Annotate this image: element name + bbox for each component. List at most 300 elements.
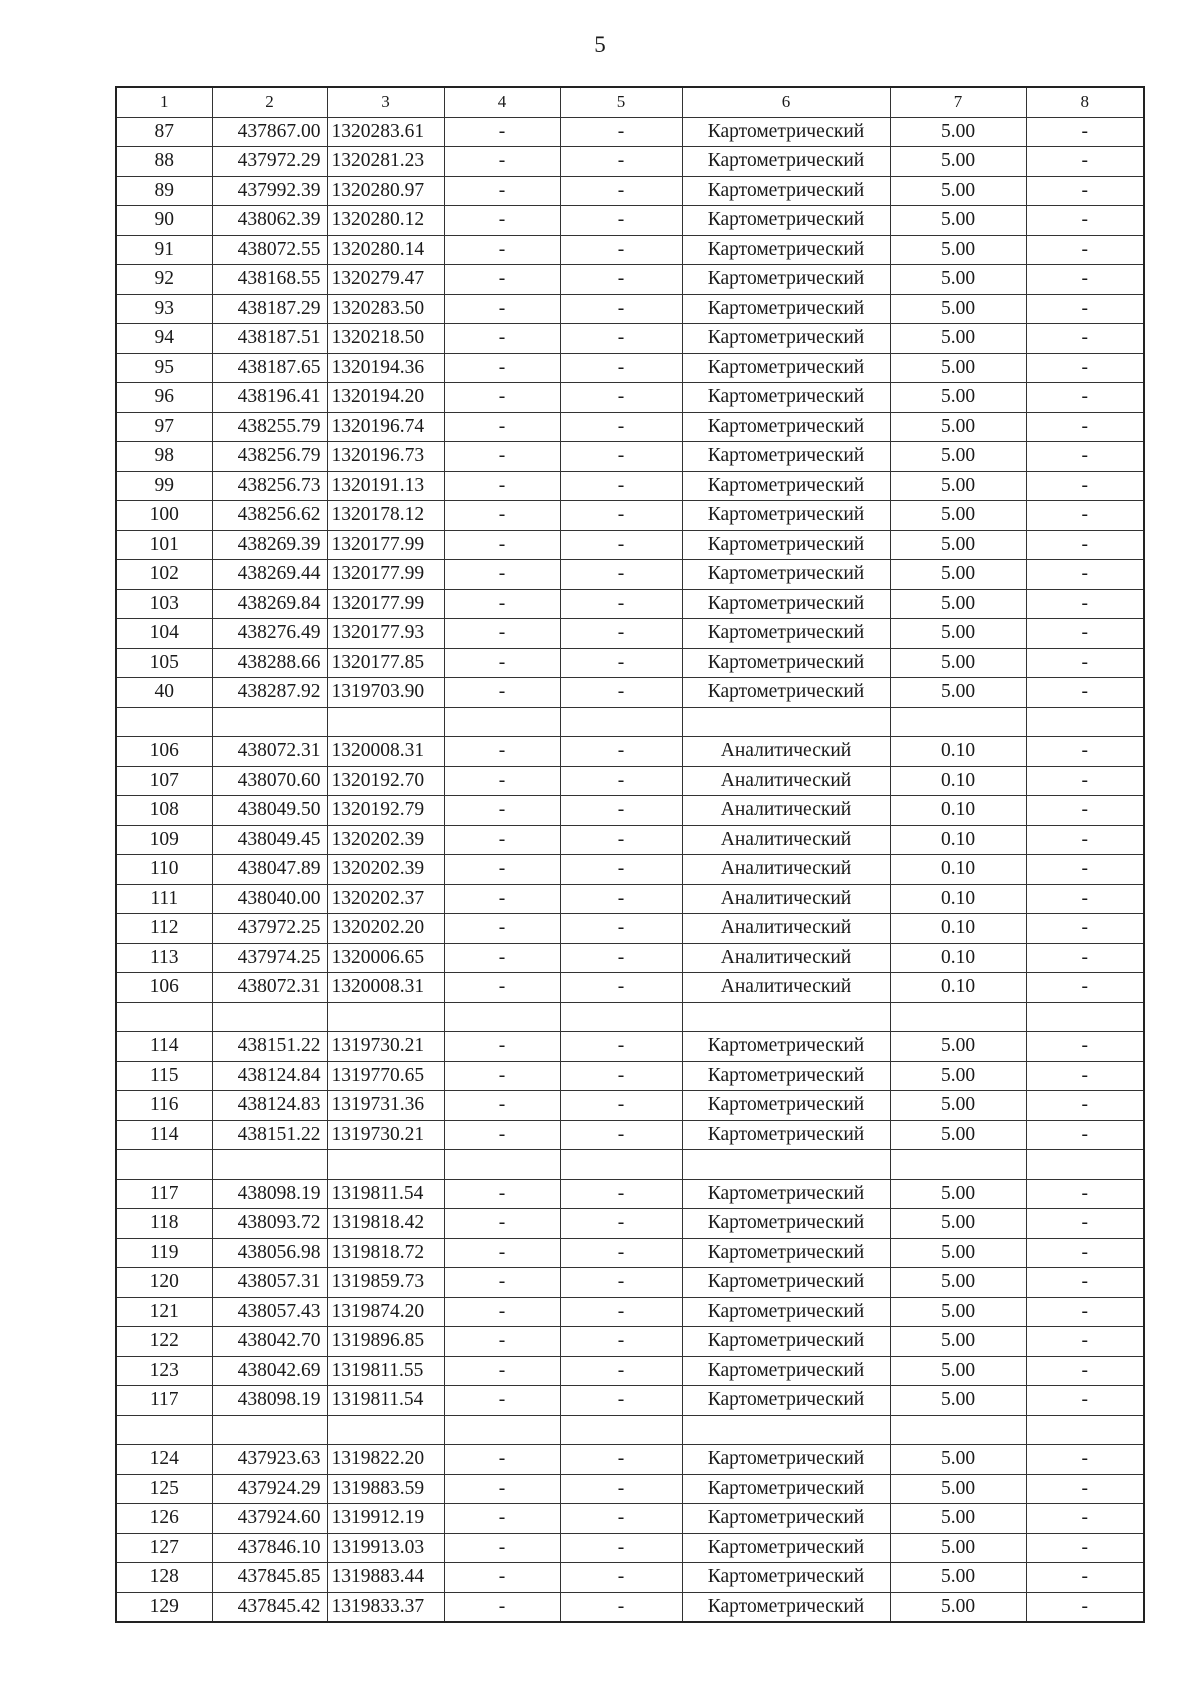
point-number: 106: [116, 973, 212, 1003]
method: Картометрический: [682, 1592, 890, 1622]
col-8-value: -: [1026, 589, 1144, 619]
col-4-value: [444, 707, 560, 737]
accuracy: 5.00: [890, 560, 1026, 590]
table-row: [116, 648, 1144, 678]
col-4-value: -: [444, 412, 560, 442]
col-5-value: -: [560, 471, 682, 501]
y-coordinate: 1319859.73: [327, 1268, 444, 1298]
point-number: 93: [116, 294, 212, 324]
accuracy: 5.00: [890, 1327, 1026, 1357]
col-8-value: -: [1026, 265, 1144, 295]
y-coordinate: 1319770.65: [327, 1061, 444, 1091]
table-row: [116, 412, 1144, 442]
method: Картометрический: [682, 1268, 890, 1298]
col-8-value: -: [1026, 560, 1144, 590]
accuracy: 5.00: [890, 265, 1026, 295]
x-coordinate: 438187.65: [212, 353, 327, 383]
method: Картометрический: [682, 1504, 890, 1534]
col-4-value: -: [444, 353, 560, 383]
header-col-6: 6: [682, 87, 890, 117]
point-number: 95: [116, 353, 212, 383]
col-8-value: -: [1026, 353, 1144, 383]
col-8-value: -: [1026, 1533, 1144, 1563]
y-coordinate: 1320178.12: [327, 501, 444, 531]
col-5-value: -: [560, 1386, 682, 1416]
col-5-value: -: [560, 855, 682, 885]
table-row: [116, 560, 1144, 590]
x-coordinate: 437974.25: [212, 943, 327, 973]
col-4-value: -: [444, 206, 560, 236]
table-row: [116, 501, 1144, 531]
col-4-value: -: [444, 147, 560, 177]
col-4-value: -: [444, 294, 560, 324]
x-coordinate: 438256.79: [212, 442, 327, 472]
table-row: [116, 619, 1144, 649]
x-coordinate: 438187.29: [212, 294, 327, 324]
col-4-value: -: [444, 442, 560, 472]
point-number: 96: [116, 383, 212, 413]
method: Картометрический: [682, 1445, 890, 1475]
accuracy: 5.00: [890, 1179, 1026, 1209]
col-5-value: -: [560, 943, 682, 973]
x-coordinate: 438057.43: [212, 1297, 327, 1327]
point-number: 102: [116, 560, 212, 590]
col-5-value: -: [560, 560, 682, 590]
table-row: [116, 117, 1144, 147]
accuracy: 5.00: [890, 1120, 1026, 1150]
accuracy: 5.00: [890, 501, 1026, 531]
col-4-value: -: [444, 825, 560, 855]
method: Картометрический: [682, 1091, 890, 1121]
col-5-value: -: [560, 206, 682, 236]
point-number: 119: [116, 1238, 212, 1268]
col-8-value: -: [1026, 1592, 1144, 1622]
accuracy: 0.10: [890, 943, 1026, 973]
col-8-value: -: [1026, 825, 1144, 855]
col-4-value: -: [444, 1592, 560, 1622]
point-number: 40: [116, 678, 212, 708]
col-5-value: -: [560, 412, 682, 442]
point-number: 89: [116, 176, 212, 206]
col-8-value: [1026, 1002, 1144, 1032]
accuracy: 5.00: [890, 1268, 1026, 1298]
point-number: 98: [116, 442, 212, 472]
y-coordinate: 1320202.20: [327, 914, 444, 944]
table-row: [116, 530, 1144, 560]
accuracy: 0.10: [890, 914, 1026, 944]
accuracy: 5.00: [890, 147, 1026, 177]
x-coordinate: 438151.22: [212, 1032, 327, 1062]
accuracy: 5.00: [890, 530, 1026, 560]
accuracy: 0.10: [890, 855, 1026, 885]
col-8-value: -: [1026, 117, 1144, 147]
x-coordinate: 438047.89: [212, 855, 327, 885]
point-number: 106: [116, 737, 212, 767]
x-coordinate: 437923.63: [212, 1445, 327, 1475]
col-5-value: [560, 1002, 682, 1032]
col-8-value: [1026, 1150, 1144, 1180]
x-coordinate: [212, 1002, 327, 1032]
method: Картометрический: [682, 353, 890, 383]
point-number: 122: [116, 1327, 212, 1357]
accuracy: 0.10: [890, 973, 1026, 1003]
table-row: [116, 206, 1144, 236]
table-row: [116, 265, 1144, 295]
col-8-value: -: [1026, 1297, 1144, 1327]
y-coordinate: 1319883.59: [327, 1474, 444, 1504]
col-5-value: -: [560, 737, 682, 767]
point-number: 113: [116, 943, 212, 973]
y-coordinate: 1319811.54: [327, 1179, 444, 1209]
col-8-value: -: [1026, 1445, 1144, 1475]
col-4-value: -: [444, 1120, 560, 1150]
col-4-value: -: [444, 530, 560, 560]
point-number: 94: [116, 324, 212, 354]
point-number: 88: [116, 147, 212, 177]
x-coordinate: 438049.50: [212, 796, 327, 826]
x-coordinate: 437924.60: [212, 1504, 327, 1534]
col-8-value: -: [1026, 884, 1144, 914]
col-8-value: -: [1026, 973, 1144, 1003]
col-4-value: -: [444, 1091, 560, 1121]
table-row: [116, 796, 1144, 826]
point-number: 116: [116, 1091, 212, 1121]
x-coordinate: 438256.62: [212, 501, 327, 531]
col-5-value: -: [560, 1356, 682, 1386]
accuracy: 5.00: [890, 1592, 1026, 1622]
x-coordinate: 438072.55: [212, 235, 327, 265]
col-5-value: -: [560, 914, 682, 944]
col-4-value: -: [444, 619, 560, 649]
point-number: 103: [116, 589, 212, 619]
point-number: [116, 707, 212, 737]
y-coordinate: [327, 1150, 444, 1180]
table-row: [116, 678, 1144, 708]
accuracy: [890, 1002, 1026, 1032]
table-body: [116, 117, 1144, 1622]
x-coordinate: 438042.69: [212, 1356, 327, 1386]
point-number: 128: [116, 1563, 212, 1593]
y-coordinate: 1319822.20: [327, 1445, 444, 1475]
accuracy: 5.00: [890, 1474, 1026, 1504]
col-8-value: -: [1026, 1209, 1144, 1239]
col-5-value: -: [560, 1091, 682, 1121]
y-coordinate: 1319833.37: [327, 1592, 444, 1622]
col-4-value: -: [444, 235, 560, 265]
y-coordinate: 1320191.13: [327, 471, 444, 501]
col-8-value: -: [1026, 1061, 1144, 1091]
y-coordinate: 1319731.36: [327, 1091, 444, 1121]
y-coordinate: 1319811.55: [327, 1356, 444, 1386]
col-8-value: -: [1026, 1268, 1144, 1298]
y-coordinate: 1320218.50: [327, 324, 444, 354]
col-8-value: -: [1026, 530, 1144, 560]
method: [682, 707, 890, 737]
table-row: [116, 147, 1144, 177]
method: Картометрический: [682, 442, 890, 472]
y-coordinate: 1320283.50: [327, 294, 444, 324]
col-8-value: -: [1026, 471, 1144, 501]
col-5-value: -: [560, 265, 682, 295]
x-coordinate: 438062.39: [212, 206, 327, 236]
x-coordinate: 438042.70: [212, 1327, 327, 1357]
col-8-value: -: [1026, 1120, 1144, 1150]
point-number: 87: [116, 117, 212, 147]
y-coordinate: 1319913.03: [327, 1533, 444, 1563]
col-5-value: -: [560, 648, 682, 678]
method: Аналитический: [682, 914, 890, 944]
x-coordinate: 437972.25: [212, 914, 327, 944]
col-4-value: -: [444, 117, 560, 147]
y-coordinate: 1320283.61: [327, 117, 444, 147]
col-8-value: -: [1026, 1386, 1144, 1416]
point-number: 107: [116, 766, 212, 796]
col-4-value: -: [444, 1533, 560, 1563]
col-8-value: -: [1026, 1474, 1144, 1504]
col-4-value: -: [444, 265, 560, 295]
table-row: [116, 973, 1144, 1003]
col-4-value: -: [444, 589, 560, 619]
point-number: 92: [116, 265, 212, 295]
point-number: 97: [116, 412, 212, 442]
table-row: [116, 1445, 1144, 1475]
y-coordinate: 1320192.70: [327, 766, 444, 796]
x-coordinate: 438151.22: [212, 1120, 327, 1150]
accuracy: 5.00: [890, 412, 1026, 442]
x-coordinate: 437867.00: [212, 117, 327, 147]
col-4-value: -: [444, 1474, 560, 1504]
header-col-1: 1: [116, 87, 212, 117]
accuracy: 5.00: [890, 678, 1026, 708]
x-coordinate: 438124.84: [212, 1061, 327, 1091]
table-row: [116, 1327, 1144, 1357]
x-coordinate: 438287.92: [212, 678, 327, 708]
method: Аналитический: [682, 973, 890, 1003]
col-5-value: -: [560, 147, 682, 177]
col-4-value: -: [444, 766, 560, 796]
col-5-value: -: [560, 324, 682, 354]
method: Аналитический: [682, 796, 890, 826]
table-row: [116, 1356, 1144, 1386]
col-5-value: -: [560, 1209, 682, 1239]
x-coordinate: 438098.19: [212, 1386, 327, 1416]
y-coordinate: [327, 1002, 444, 1032]
method: Аналитический: [682, 884, 890, 914]
y-coordinate: 1320192.79: [327, 796, 444, 826]
table-header: [116, 87, 1144, 117]
method: Картометрический: [682, 1032, 890, 1062]
accuracy: 5.00: [890, 353, 1026, 383]
col-4-value: [444, 1002, 560, 1032]
y-coordinate: 1319730.21: [327, 1032, 444, 1062]
table-row: [116, 1002, 1144, 1032]
table-row: [116, 353, 1144, 383]
accuracy: 5.00: [890, 1533, 1026, 1563]
table-row: [116, 471, 1144, 501]
point-number: 118: [116, 1209, 212, 1239]
col-5-value: -: [560, 766, 682, 796]
table-row: [116, 1150, 1144, 1180]
col-5-value: -: [560, 1032, 682, 1062]
point-number: 115: [116, 1061, 212, 1091]
accuracy: [890, 1150, 1026, 1180]
y-coordinate: 1320177.85: [327, 648, 444, 678]
point-number: 126: [116, 1504, 212, 1534]
y-coordinate: 1320196.74: [327, 412, 444, 442]
col-4-value: -: [444, 1238, 560, 1268]
col-5-value: -: [560, 383, 682, 413]
col-4-value: -: [444, 1445, 560, 1475]
col-5-value: -: [560, 1297, 682, 1327]
y-coordinate: 1320008.31: [327, 737, 444, 767]
col-4-value: -: [444, 973, 560, 1003]
table-row: [116, 589, 1144, 619]
col-5-value: [560, 1150, 682, 1180]
point-number: 123: [116, 1356, 212, 1386]
method: Аналитический: [682, 943, 890, 973]
point-number: 101: [116, 530, 212, 560]
accuracy: 5.00: [890, 442, 1026, 472]
table-row: [116, 943, 1144, 973]
y-coordinate: 1320194.20: [327, 383, 444, 413]
col-4-value: -: [444, 914, 560, 944]
accuracy: 5.00: [890, 1563, 1026, 1593]
col-4-value: -: [444, 648, 560, 678]
col-8-value: -: [1026, 678, 1144, 708]
table-row: [116, 1563, 1144, 1593]
col-5-value: -: [560, 1238, 682, 1268]
point-number: 104: [116, 619, 212, 649]
accuracy: 5.00: [890, 1504, 1026, 1534]
method: Аналитический: [682, 766, 890, 796]
point-number: 127: [116, 1533, 212, 1563]
header-col-7: 7: [890, 87, 1026, 117]
y-coordinate: 1320177.99: [327, 560, 444, 590]
col-4-value: -: [444, 1356, 560, 1386]
col-5-value: -: [560, 796, 682, 826]
table-row: [116, 1179, 1144, 1209]
table-row: [116, 1091, 1144, 1121]
col-4-value: -: [444, 560, 560, 590]
x-coordinate: 438057.31: [212, 1268, 327, 1298]
table-row: [116, 294, 1144, 324]
table-row: [116, 1032, 1144, 1062]
method: Картометрический: [682, 1563, 890, 1593]
col-4-value: [444, 1415, 560, 1445]
x-coordinate: 438168.55: [212, 265, 327, 295]
accuracy: 5.00: [890, 176, 1026, 206]
point-number: 90: [116, 206, 212, 236]
x-coordinate: 438269.84: [212, 589, 327, 619]
table-row: [116, 707, 1144, 737]
method: Картометрический: [682, 235, 890, 265]
table-row: [116, 1386, 1144, 1416]
col-4-value: -: [444, 471, 560, 501]
col-8-value: -: [1026, 1032, 1144, 1062]
col-4-value: -: [444, 324, 560, 354]
x-coordinate: 438256.73: [212, 471, 327, 501]
method: Аналитический: [682, 855, 890, 885]
x-coordinate: 437845.85: [212, 1563, 327, 1593]
table-row: [116, 825, 1144, 855]
method: Картометрический: [682, 1238, 890, 1268]
accuracy: 5.00: [890, 1445, 1026, 1475]
table-row: [116, 737, 1144, 767]
col-8-value: -: [1026, 176, 1144, 206]
col-5-value: -: [560, 973, 682, 1003]
col-8-value: -: [1026, 619, 1144, 649]
x-coordinate: 438196.41: [212, 383, 327, 413]
point-number: 109: [116, 825, 212, 855]
col-5-value: -: [560, 619, 682, 649]
method: Картометрический: [682, 1120, 890, 1150]
col-4-value: -: [444, 1209, 560, 1239]
table-row: [116, 1504, 1144, 1534]
col-5-value: -: [560, 1592, 682, 1622]
table-row: [116, 1592, 1144, 1622]
accuracy: 5.00: [890, 117, 1026, 147]
method: Картометрический: [682, 147, 890, 177]
header-col-3: 3: [327, 87, 444, 117]
method: Картометрический: [682, 265, 890, 295]
table-row: [116, 1268, 1144, 1298]
y-coordinate: 1320202.39: [327, 825, 444, 855]
table-row: [116, 766, 1144, 796]
table-row: [116, 1415, 1144, 1445]
header-col-4: 4: [444, 87, 560, 117]
x-coordinate: 438276.49: [212, 619, 327, 649]
col-4-value: -: [444, 737, 560, 767]
y-coordinate: 1320177.99: [327, 589, 444, 619]
method: Аналитический: [682, 825, 890, 855]
table-row: [116, 914, 1144, 944]
x-coordinate: 438072.31: [212, 737, 327, 767]
accuracy: 5.00: [890, 324, 1026, 354]
method: [682, 1415, 890, 1445]
method: Картометрический: [682, 1179, 890, 1209]
x-coordinate: 438288.66: [212, 648, 327, 678]
y-coordinate: 1320202.37: [327, 884, 444, 914]
x-coordinate: 437924.29: [212, 1474, 327, 1504]
method: Картометрический: [682, 1386, 890, 1416]
point-number: 111: [116, 884, 212, 914]
y-coordinate: 1319874.20: [327, 1297, 444, 1327]
y-coordinate: 1320281.23: [327, 147, 444, 177]
col-5-value: -: [560, 235, 682, 265]
method: Картометрический: [682, 1533, 890, 1563]
accuracy: 5.00: [890, 648, 1026, 678]
method: Картометрический: [682, 678, 890, 708]
col-8-value: -: [1026, 737, 1144, 767]
accuracy: 0.10: [890, 796, 1026, 826]
col-8-value: -: [1026, 796, 1144, 826]
y-coordinate: [327, 707, 444, 737]
point-number: 91: [116, 235, 212, 265]
col-8-value: -: [1026, 1563, 1144, 1593]
col-8-value: -: [1026, 1179, 1144, 1209]
point-number: [116, 1150, 212, 1180]
col-4-value: -: [444, 1297, 560, 1327]
point-number: 112: [116, 914, 212, 944]
x-coordinate: 438093.72: [212, 1209, 327, 1239]
x-coordinate: 438040.00: [212, 884, 327, 914]
col-8-value: -: [1026, 1091, 1144, 1121]
point-number: 125: [116, 1474, 212, 1504]
col-8-value: -: [1026, 501, 1144, 531]
col-4-value: [444, 1150, 560, 1180]
accuracy: 5.00: [890, 235, 1026, 265]
col-8-value: -: [1026, 943, 1144, 973]
